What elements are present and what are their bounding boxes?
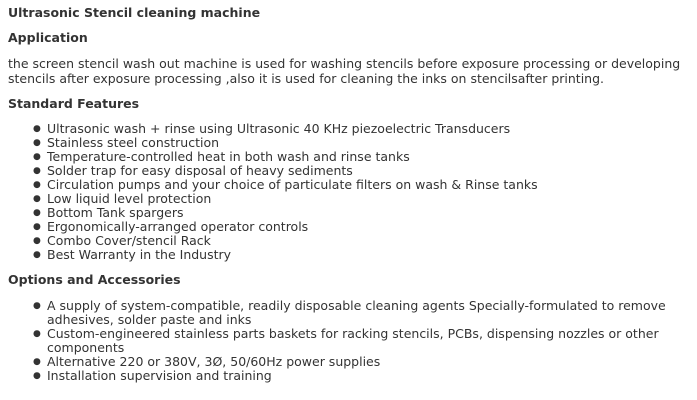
list-item: ● Bottom Tank spargers <box>33 205 184 220</box>
list-item: ● Combo Cover/stencil Rack <box>33 233 211 248</box>
bullet-icon: ● <box>33 180 41 190</box>
list-item: ● A supply of system-compatible, readily disposable cleaning agents Specially-formulated to remove adhesives, solder paste and inks <box>33 298 666 327</box>
bullet-icon: ● <box>33 357 41 367</box>
options-accessories-list <box>8 299 693 383</box>
page-title: Ultrasonic Stencil cleaning machine <box>8 5 261 20</box>
bullet-icon: ● <box>33 222 41 232</box>
bullet-icon: ● <box>33 371 41 381</box>
list-item: ● Stainless steel construction <box>33 135 220 150</box>
bullet-icon: ● <box>33 138 41 148</box>
list-item: ● Alternative 220 or 380V, 3Ø, 50/60Hz power supplies <box>33 354 381 369</box>
list-item: ● Ergonomically-arranged operator controls <box>33 219 309 234</box>
list-item: ● Installation supervision and training <box>33 368 272 383</box>
list-item: ● Ultrasonic wash + rinse using Ultrasonic 40 KHz piezoelectric Transducers <box>33 121 511 136</box>
options-accessories-heading: Options and Accessories <box>8 272 181 287</box>
list-item: ● Custom-engineered stainless parts baskets for racking stencils, PCBs, dispensing nozzles or other components <box>33 326 659 355</box>
bullet-icon: ● <box>33 301 41 311</box>
application-heading: Application <box>8 30 88 45</box>
application-text: the screen stencil wash out machine is used for washing stencils before exposure processing or developing stencils after exposure processing ,also it is used for cleaning the inks on stencilsafter printing. <box>8 56 681 86</box>
standard-features-list <box>8 122 693 262</box>
bullet-icon: ● <box>33 152 41 162</box>
bullet-icon: ● <box>33 166 41 176</box>
bullet-icon: ● <box>33 208 41 218</box>
bullet-icon: ● <box>33 124 41 134</box>
list-item: ● Circulation pumps and your choice of particulate filters on wash & Rinse tanks <box>33 177 538 192</box>
bullet-icon: ● <box>33 236 41 246</box>
bullet-icon: ● <box>33 329 41 339</box>
list-item: ● Temperature-controlled heat in both wash and rinse tanks <box>33 149 410 164</box>
bullet-icon: ● <box>33 194 41 204</box>
bullet-icon: ● <box>33 250 41 260</box>
page-content <box>8 6 693 383</box>
list-item: ● Low liquid level protection <box>33 191 212 206</box>
list-item: ● Solder trap for easy disposal of heavy sediments <box>33 163 353 178</box>
standard-features-heading: Standard Features <box>8 96 140 111</box>
list-item: ● Best Warranty in the Industry <box>33 247 232 262</box>
